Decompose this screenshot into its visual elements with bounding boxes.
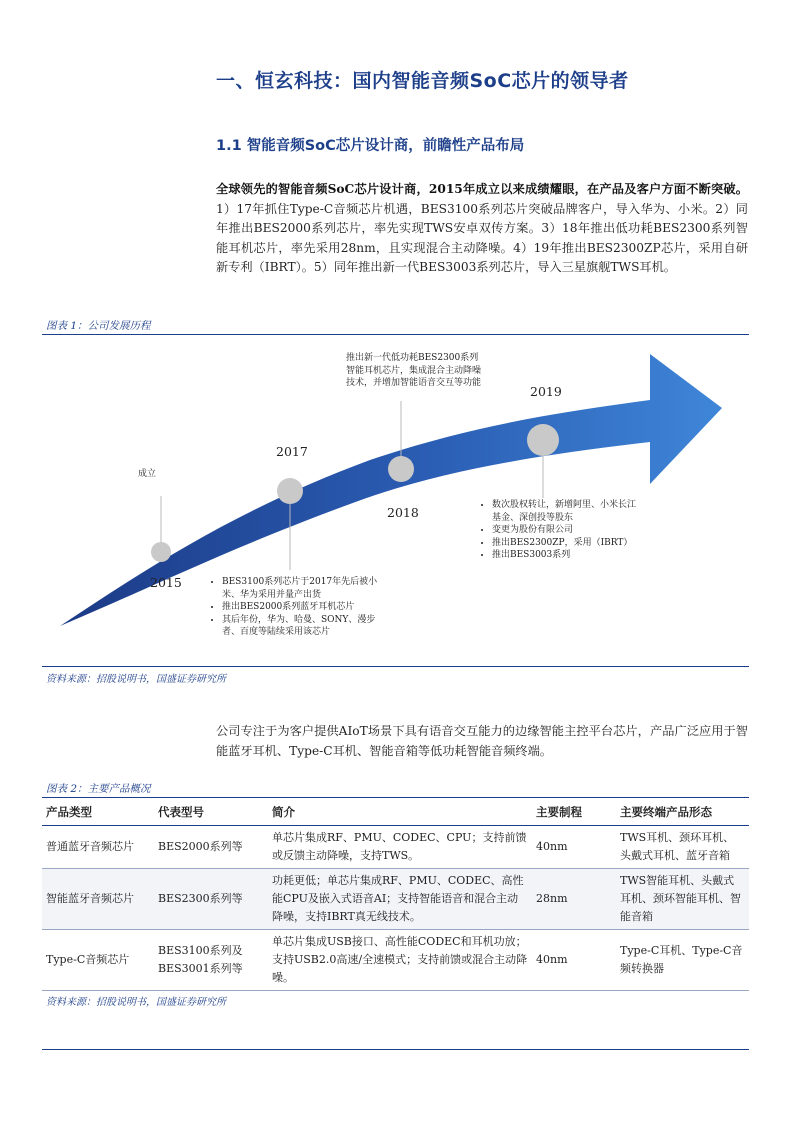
year-2019: 2019 <box>530 384 562 399</box>
note-2019-2: • 变更为股份有限公司 <box>492 524 640 537</box>
note-2017-2: • 推出BES2000系列蓝牙耳机芯片 <box>222 601 378 614</box>
cell-intro: 单芯片集成RF、PMU、CODEC、CPU；支持前馈或反馈主动降噪，支持TWS。 <box>268 826 532 869</box>
year-2018: 2018 <box>387 505 419 520</box>
intro-lead: 全球领先的智能音频SoC芯片设计商，2015年成立以来成绩耀眼，在产品及客户方面不断突破。 <box>216 182 748 196</box>
milestone-2017-notes <box>206 576 378 639</box>
milestone-dot-2017 <box>277 478 303 504</box>
milestone-2018-text: 推出新一代低功耗BES2300系列智能耳机芯片，集成混合主动降噪技术，并增加智能语音交互等功能 <box>346 353 482 389</box>
cell-intro: 单芯片集成USB接口、高性能CODEC和耳机功放；支持USB2.0高速/全速模式；支持前馈或混合主动降噪。 <box>268 930 532 991</box>
figure2-caption: 图表 2：主要产品概况 <box>46 783 151 795</box>
product-paragraph: 公司专注于为客户提供AIoT场景下具有语音交互能力的边缘智能主控平台芯片，产品广泛应用于智能蓝牙耳机、Type-C耳机、智能音箱等低功耗智能音频终端。 <box>216 724 748 758</box>
year-2015: 2015 <box>150 575 182 590</box>
cell-terminal: Type-C耳机、Type-C音频转换器 <box>616 930 749 991</box>
figure1-caption: 图表 1：公司发展历程 <box>46 320 151 332</box>
milestone-dot-2018 <box>388 456 414 482</box>
cell-intro: 功耗更低；单芯片集成RF、PMU、CODEC、高性能CPU及嵌入式语音AI；支持智能语音和混合主动降噪，支持IBRT真无线技术。 <box>268 869 532 930</box>
page-footer-rule <box>42 1049 749 1050</box>
subsection-title: 1.1 智能音频SoC芯片设计商，前瞻性产品布局 <box>216 138 525 154</box>
cell-terminal: TWS耳机、颈环耳机、头戴式耳机、蓝牙音箱 <box>616 826 749 869</box>
cell-process: 40nm <box>532 930 616 991</box>
table-row <box>42 930 749 991</box>
product-table <box>42 800 749 991</box>
note-2019-3: • 推出BES2300ZP，采用（IBRT） <box>492 537 640 550</box>
note-2017-1: • BES3100系列芯片于2017年先后被小米、华为采用并量产出货 <box>222 576 378 601</box>
year-2017: 2017 <box>276 444 308 459</box>
cell-type: 普通蓝牙音频芯片 <box>42 826 154 869</box>
intro-paragraph <box>216 180 748 278</box>
header-model: 代表型号 <box>154 800 268 826</box>
note-2019-4: • 推出BES3003系列 <box>492 549 640 562</box>
table-row <box>42 826 749 869</box>
cell-type: 智能蓝牙音频芯片 <box>42 869 154 930</box>
header-process: 主要制程 <box>532 800 616 826</box>
milestone-dot-2019 <box>527 424 559 456</box>
note-2017-3: • 其后年份，华为、哈曼、SONY、漫步者、百度等陆续采用该芯片 <box>222 614 378 639</box>
cell-type: Type-C音频芯片 <box>42 930 154 991</box>
figure1-bottom-rule <box>42 666 749 667</box>
cell-model: BES2300系列等 <box>154 869 268 930</box>
intro-body: 1）17年抓住Type-C音频芯片机遇，BES3100系列芯片突破品牌客户，导入华为、小米。2）同年推出BES2000系列芯片，率先实现TWS安卓双传方案。3）18年推出低功耗BES2300系列智能耳机芯片，率先采用28nm，且实现混合主动降噪。4）19年推出BES2300ZP芯片，采用自研新专利（IBRT）。5）同年推出新一代BES3003系列芯片，导入三星旗舰TWS耳机。 <box>216 201 748 274</box>
table-row <box>42 869 749 930</box>
cell-terminal: TWS智能耳机、头戴式耳机、颈环智能耳机、智能音箱 <box>616 869 749 930</box>
section-title: 一、恒玄科技：国内智能音频SoC芯片的领导者 <box>216 70 629 92</box>
header-terminal: 主要终端产品形态 <box>616 800 749 826</box>
header-intro: 简介 <box>268 800 532 826</box>
header-type: 产品类型 <box>42 800 154 826</box>
milestone-dot-2015 <box>151 542 171 562</box>
cell-process: 40nm <box>532 826 616 869</box>
note-2019-1: • 数次股权转让，新增阿里、小米长江基金、深创投等股东 <box>492 499 640 524</box>
cell-model: BES2000系列等 <box>154 826 268 869</box>
milestone-2019-notes <box>476 499 640 562</box>
cell-model: BES3100系列及BES3001系列等 <box>154 930 268 991</box>
cell-process: 28nm <box>532 869 616 930</box>
figure2-top-rule <box>42 797 749 798</box>
figure1-source: 资料来源：招股说明书，国盛证券研究所 <box>46 674 226 685</box>
milestone-2015-label: 成立 <box>138 469 157 479</box>
figure2-source: 资料来源：招股说明书，国盛证券研究所 <box>46 997 226 1008</box>
table-header-row <box>42 800 749 826</box>
figure1-top-rule <box>42 334 749 335</box>
